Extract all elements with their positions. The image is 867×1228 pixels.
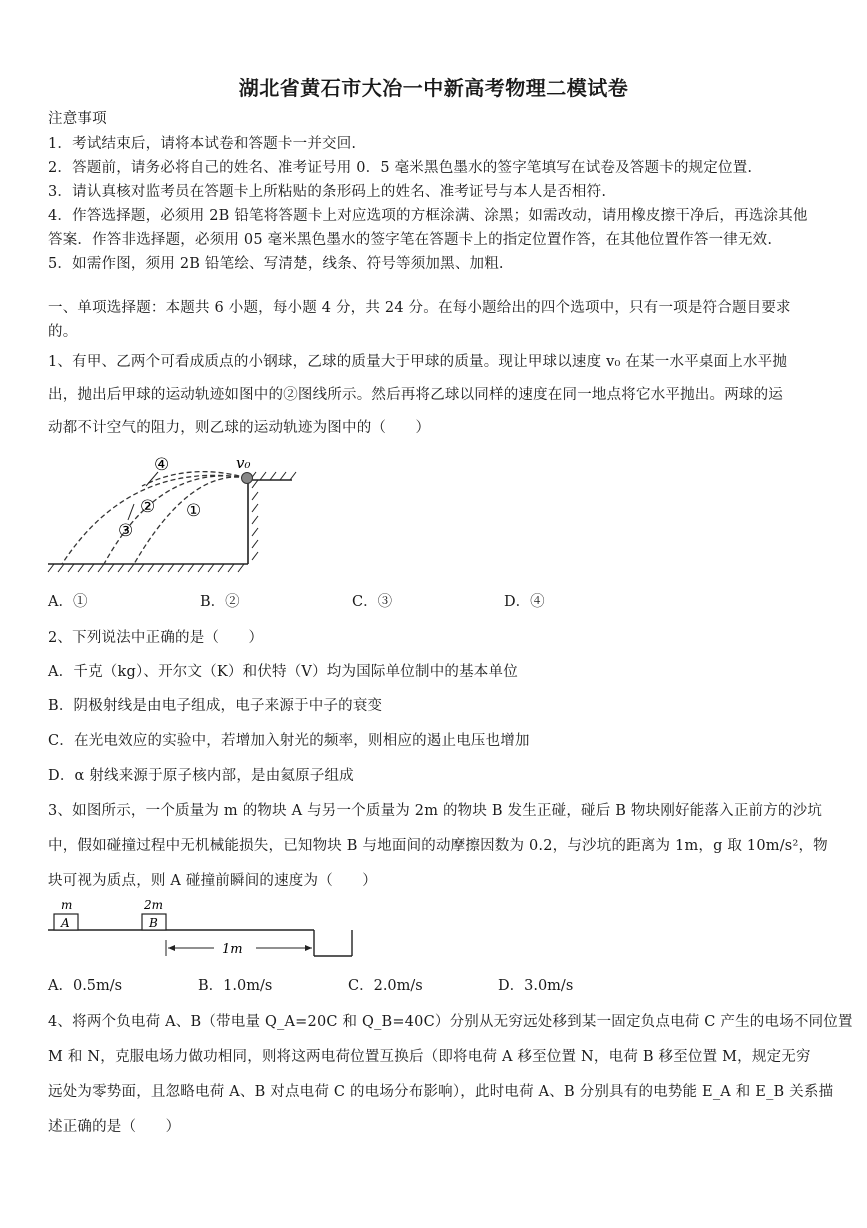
q1-option-c[interactable]: C．③ xyxy=(352,594,393,610)
q3-collision-figure xyxy=(44,896,364,966)
q3-mass-b: 2m xyxy=(144,898,164,912)
section-heading-cont: 的。 xyxy=(48,324,78,340)
q1-stem-line: 1、有甲、乙两个可看成质点的小钢球，乙球的质量大于甲球的质量。现让甲球以速度 v₀ 在某一水平桌面上水平抛 xyxy=(48,354,788,370)
notice-item: 1．考试结束后，请将本试卷和答题卡一并交回. xyxy=(48,136,357,152)
q1-trajectory-figure xyxy=(40,448,310,578)
q1-curve4-label: ④ xyxy=(154,455,170,475)
q1-option-a[interactable]: A．① xyxy=(48,594,88,610)
q3-block-a-label: A xyxy=(61,916,70,930)
q3-stem-line: 中，假如碰撞过程中无机械能损失，已知物块 B 与地面间的动摩擦因数为 0.2，与沙坑的距离为 1m，g 取 10m/s²，物 xyxy=(48,838,828,854)
q3-stem-line: 块可视为质点，则 A 碰撞前瞬间的速度为（ ） xyxy=(48,873,377,889)
q3-option-c[interactable]: C．2.0m/s xyxy=(348,978,423,994)
q1-stem-line: 出，抛出后甲球的运动轨迹如图中的②图线所示。然后再将乙球以同样的速度在同一地点将它水平抛出。两球的运 xyxy=(48,387,783,403)
q3-block-b-label: B xyxy=(149,916,158,930)
q1-options xyxy=(48,590,545,611)
q1-curve3-label: ③ xyxy=(118,521,134,541)
notice-item: 4．作答选择题，必须用 2B 铅笔将答题卡上对应选项的方框涂满、涂黑；如需改动，请用橡皮擦干净后，再选涂其他 xyxy=(48,208,808,224)
q1-stem-line: 动都不计空气的阻力，则乙球的运动轨迹为图中的（ ） xyxy=(48,420,431,436)
q4-stem-line: 远处为零势面，且忽略电荷 A、B 对点电荷 C 的电场分布影响），此时电荷 A、B 分别具有的电势能 E_A 和 E_B 关系描 xyxy=(48,1084,834,1100)
q3-distance-label: 1m xyxy=(222,942,243,957)
q2-stem: 2、下列说法中正确的是（ ） xyxy=(48,630,264,646)
exam-title: 湖北省黄石市大冶一中新高考物理二模试卷 xyxy=(238,76,629,100)
q3-stem-line: 3、如图所示，一个质量为 m 的物块 A 与另一个质量为 2m 的物块 B 发生正碰，碰后 B 物块刚好能落入正前方的沙坑 xyxy=(48,803,823,819)
q1-option-b[interactable]: B．② xyxy=(200,594,240,610)
q1-option-d[interactable]: D．④ xyxy=(504,594,545,610)
notice-item: 2．答题前，请务必将自己的姓名、准考证号用 0．5 毫米黑色墨水的签字笔填写在试卷及答题卡的规定位置. xyxy=(48,160,753,176)
notice-item: 3．请认真核对监考员在答题卡上所粘贴的条形码上的姓名、准考证号与本人是否相符. xyxy=(48,184,607,200)
notice-item: 答案．作答非选择题，必须用 05 毫米黑色墨水的签字笔在答题卡上的指定位置作答，在其他位置作答一律无效. xyxy=(48,232,773,248)
q2-option-a[interactable]: A．千克（kg）、开尔文（K）和伏特（V）均为国际单位制中的基本单位 xyxy=(48,664,518,680)
notice-heading: 注意事项 xyxy=(48,111,107,127)
q3-option-d[interactable]: D．3.0m/s xyxy=(498,978,574,994)
q4-stem-line: 述正确的是（ ） xyxy=(48,1119,181,1135)
q3-mass-a: m xyxy=(61,898,73,912)
q3-option-a[interactable]: A．0.5m/s xyxy=(48,978,123,994)
q2-option-b[interactable]: B．阴极射线是由电子组成，电子来源于中子的衰变 xyxy=(48,698,383,714)
q4-stem-line: 4、将两个负电荷 A、B（带电量 Q_A=20C 和 Q_B=40C）分别从无穷远处移到某一固定负点电荷 C 产生的电场不同位置 xyxy=(48,1014,853,1030)
q3-options xyxy=(48,974,573,995)
q3-option-b[interactable]: B．1.0m/s xyxy=(198,978,273,994)
q1-curve1-label: ① xyxy=(186,501,202,521)
notice-item: 5．如需作图，须用 2B 铅笔绘、写清楚，线条、符号等须加黑、加粗. xyxy=(48,256,504,272)
q2-option-d[interactable]: D．α 射线来源于原子核内部，是由氦原子组成 xyxy=(48,768,354,784)
q1-curve2-label: ② xyxy=(140,497,156,517)
q1-v0-label: v₀ xyxy=(236,454,251,472)
q2-option-c[interactable]: C．在光电效应的实验中，若增加入射光的频率，则相应的遏止电压也增加 xyxy=(48,733,530,749)
section-heading: 一、单项选择题：本题共 6 小题，每小题 4 分，共 24 分。在每小题给出的四个选项中，只有一项是符合题目要求 xyxy=(48,300,791,316)
q4-stem-line: M 和 N，克服电场力做功相同，则将这两电荷位置互换后（即将电荷 A 移至位置 N，电荷 B 移至位置 M，规定无穷 xyxy=(48,1049,811,1065)
